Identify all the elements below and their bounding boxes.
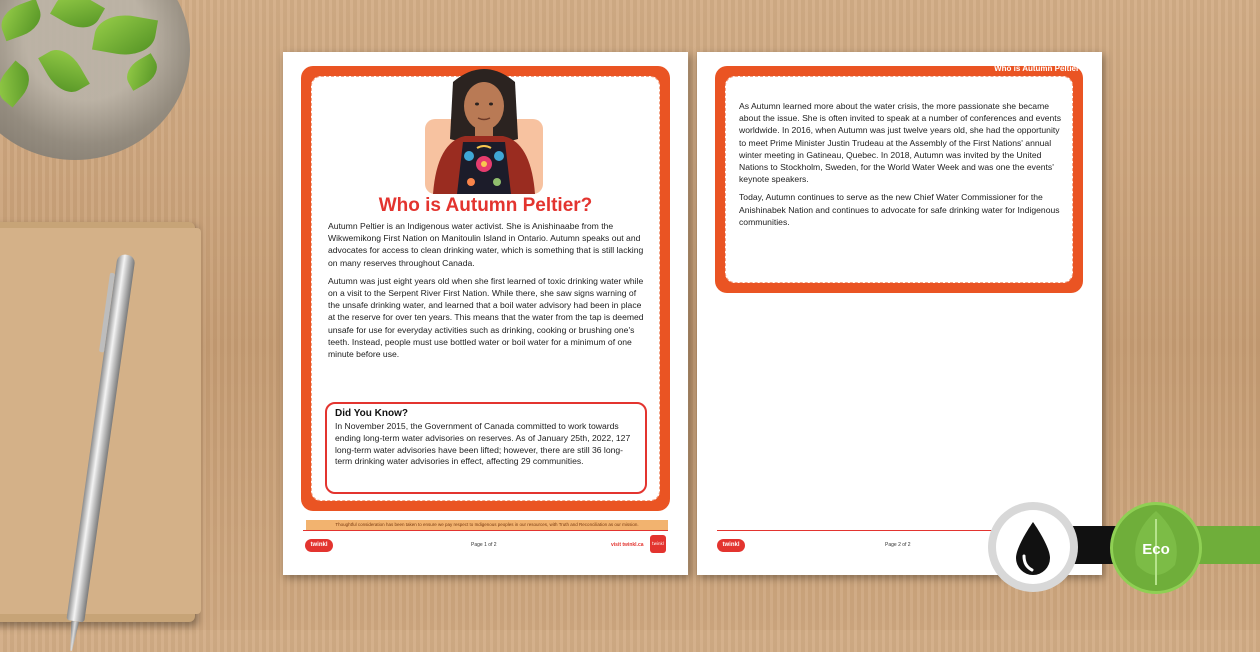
eco-badge <box>1110 502 1202 594</box>
twinkl-badge: twinkl <box>650 535 666 553</box>
did-you-know-box <box>325 402 647 494</box>
autumn-peltier-portrait <box>423 64 545 194</box>
intro-text <box>328 220 648 366</box>
continued-text <box>739 100 1061 234</box>
page-header: Who is Autumn Peltier? <box>994 64 1084 73</box>
page-title: Who is Autumn Peltier? <box>378 195 593 216</box>
page-number: Page 1 of 2 <box>471 542 497 548</box>
page-number: Page 2 of 2 <box>885 542 911 548</box>
ink-drop-icon <box>996 510 1070 584</box>
twinkl-logo: twinkl <box>717 539 745 552</box>
did-you-know-title: Did You Know? <box>335 408 408 419</box>
ink-badge <box>988 502 1078 592</box>
twinkl-logo: twinkl <box>305 539 333 552</box>
footer-line <box>303 530 668 531</box>
worksheet-page-2 <box>697 52 1102 575</box>
did-you-know-body: In November 2015, the Government of Canada committed to work towards ending long-term water advisories on reserves. As of January 25th, 2022, 127 long-term water advisories have been lifted; however, there are still 36 long-term drinking water advisories in effect, affecting 29 communities. <box>335 421 631 467</box>
worksheet-page-1 <box>283 52 688 575</box>
eco-label: Eco <box>1142 541 1170 558</box>
paragraph: Today, Autumn continues to serve as the new Chief Water Commissioner for the Anishinabek Nation and continues to advocate for safe drinking water for Indigenous communities. <box>739 192 1060 227</box>
paragraph: As Autumn learned more about the water crisis, the more passionate she became about the issue. She is often invited to speak at a number of conferences and events worldwide. In 2016, when Autumn was just twelve years old, she had the opportunity to meet Prime Minister Justin Trudeau at the Assembly of the First Nations' annual winter meeting in Gatineau, Quebec. In 2018, Autumn was invited by the United Nations to Stockholm, Sweden, for the World Water Week and was one the events' keynote speakers. <box>739 101 1061 185</box>
disclaimer-banner: Thoughtful consideration has been taken to ensure we pay respect to Indigenous peoples in our resources, with Truth and Reconciliation as our mission. <box>306 520 668 530</box>
paragraph: Autumn Peltier is an Indigenous water activist. She is Anishinaabe from the Wikwemikong First Nation on Manitoulin Island in Ontario. Autumn speaks out and advocates for access to clean drinking water, which is something that is still lacking on many reserves throughout Canada. <box>328 221 644 268</box>
paragraph: Autumn was just eight years old when she first learned of toxic drinking water while on a visit to the Serpent River First Nation. While there, she saw signs warning of the unsafe drinking water, and learned that a boil water advisory had been in place at the reserve for over ten years. This means that the water from the tap is deemed unsafe for use for everyday activities such as drinking, cooking or brushing one's teeth. Instead, people must use bottled water or boil water for a minimum of one minute before use. <box>328 275 644 360</box>
visit-link: visit twinkl.ca <box>611 542 644 548</box>
